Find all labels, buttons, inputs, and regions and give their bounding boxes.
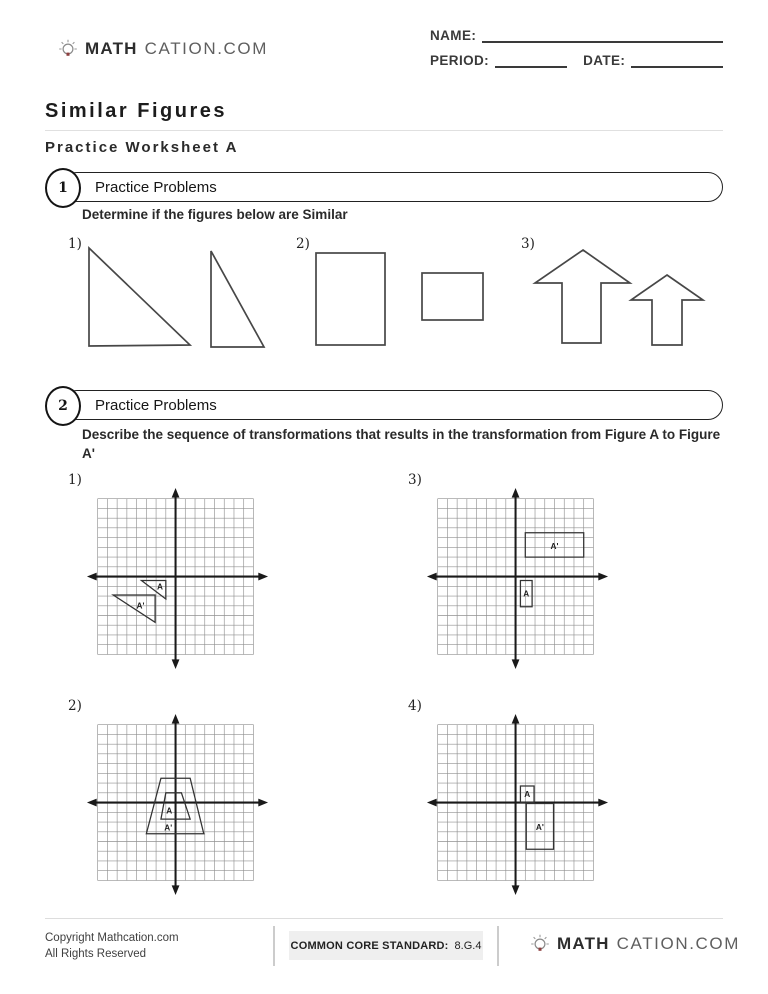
date-blank-line[interactable]	[631, 52, 723, 68]
student-fields	[430, 27, 723, 77]
date-label: DATE:	[583, 53, 626, 68]
standard-label: COMMON CORE STANDARD:	[290, 939, 449, 952]
coordinate-grid-1	[85, 486, 270, 676]
footer-divider-line	[45, 918, 723, 919]
svg-text:A': A'	[535, 822, 544, 832]
name-blank-line[interactable]	[482, 27, 723, 43]
svg-text:A': A'	[136, 601, 145, 611]
period-blank-line[interactable]	[495, 52, 567, 68]
figure-2-label: 2)	[296, 236, 310, 252]
svg-text:A: A	[524, 790, 531, 800]
similarity-figure-rectangles	[300, 240, 515, 360]
svg-text:A: A	[166, 806, 173, 816]
section-2-title: Practice Problems	[95, 396, 217, 414]
svg-text:A': A'	[550, 541, 559, 551]
coordinate-grid-3	[425, 486, 610, 676]
logo-text-light: CATION.COM	[616, 934, 740, 953]
figure-3-label: 3)	[521, 236, 535, 252]
logo-text-light: CATION.COM	[144, 39, 268, 58]
similarity-figure-arrows	[525, 240, 740, 360]
svg-text:A: A	[523, 589, 530, 599]
footer-logo	[530, 933, 740, 955]
figure-1-label: 1)	[68, 236, 82, 252]
grid-4-label: 4)	[408, 698, 422, 714]
coordinate-grid-4	[425, 712, 610, 902]
lightbulb-icon	[530, 933, 550, 955]
page-title: Similar Figures	[45, 100, 227, 122]
grid-3-label: 3)	[408, 472, 422, 488]
footer-vertical-divider-2	[497, 926, 499, 966]
section-2-number-badge: 2	[45, 386, 81, 426]
worksheet-subtitle: Practice Worksheet A	[45, 139, 239, 156]
title-divider	[45, 130, 723, 131]
footer-vertical-divider-1	[273, 926, 275, 966]
lightbulb-icon	[58, 38, 78, 60]
grid-2-label: 2)	[68, 698, 82, 714]
logo-text-bold: MATH	[85, 39, 138, 58]
copyright-text	[45, 930, 179, 962]
section-1-instruction: Determine if the figures below are Similar	[82, 207, 348, 222]
copyright-line-2: All Rights Reserved	[45, 948, 146, 960]
section-1-pill	[62, 172, 723, 202]
period-label: PERIOD:	[430, 53, 490, 68]
logo-text-bold: MATH	[557, 934, 610, 953]
header-logo	[58, 38, 268, 60]
common-core-standard-box	[289, 931, 483, 960]
section-2-instruction: Describe the sequence of transformations that results in the transformation from Figure A to Figure A'	[82, 427, 721, 461]
section-1-number-badge: 1	[45, 168, 81, 208]
section-2-pill	[62, 390, 723, 420]
name-label: NAME:	[430, 28, 477, 43]
standard-value: 8.G.4	[454, 939, 482, 952]
svg-text:A: A	[156, 582, 163, 592]
svg-text:A': A'	[164, 823, 173, 833]
grid-1-label: 1)	[68, 472, 82, 488]
section-2-header	[45, 386, 723, 426]
similarity-figure-triangles	[70, 240, 285, 360]
copyright-line-1: Copyright Mathcation.com	[45, 932, 179, 944]
coordinate-grid-2	[85, 712, 270, 902]
section-1-header	[45, 168, 723, 208]
section-1-title: Practice Problems	[95, 178, 217, 196]
